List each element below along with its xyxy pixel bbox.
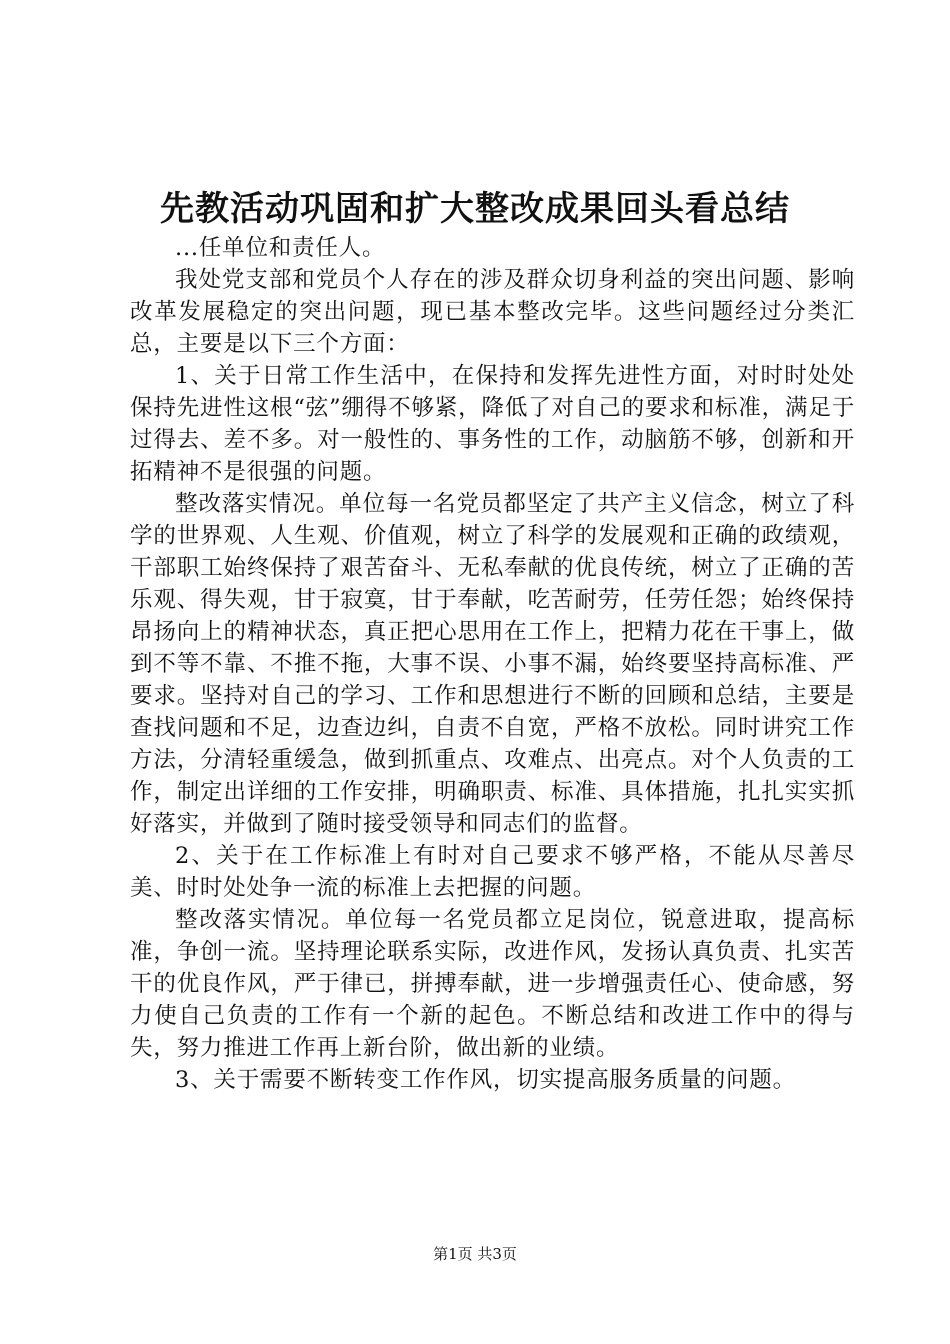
paragraph-issue-3: 3、关于需要不断转变工作作风，切实提高服务质量的问题。 (175, 1067, 796, 1093)
paragraph-rectification-2: 整改落实情况。单位每一名党员都立足岗位，锐意进取，提高标准，争创一流。坚持理论联系实际，改进作风，发扬认真负责、扎实苦干的优良作风，严于律已，拼搏奉献，进一步增强责任心、使命感，努力使自己负责的工作有一个新的起色。不断总结和改进工作中的得与失，努力推进工作再上新台阶，做出新的业绩。 (130, 907, 855, 1061)
document-body (130, 232, 855, 1096)
paragraph-rectification-1: 整改落实情况。单位每一名党员都坚定了共产主义信念，树立了科学的世界观、人生观、价值观，树立了科学的发展观和正确的政绩观，干部职工始终保持了艰苦奋斗、无私奉献的优良传统，树立了正确的苦乐观、得失观，甘于寂寞，甘于奉献，吃苦耐劳，任劳任怨；始终保持昂扬向上的精神状态，真正把心思用在工作上，把精力花在干事上，做到不等不靠、不推不拖，大事不误、小事不漏，始终要坚持高标准、严要求。坚持对自己的学习、工作和思想进行不断的回顾和总结，主要是查找问题和不足，边查边纠，自责不自宽，严格不放松。同时讲究工作方法，分清轻重缓急，做到抓重点、攻难点、出亮点。对个人负责的工作，制定出详细的工作安排，明确职责、标准、具体措施，扎扎实实抓好落实，并做到了随时接受领导和同志们的监督。 (130, 491, 855, 837)
paragraph-issue-2: 2、关于在工作标准上有时对自己要求不够严格，不能从尽善尽美、时时处处争一流的标准上去把握的问题。 (130, 843, 855, 901)
paragraph-issue-1: 1、关于日常工作生活中，在保持和发挥先进性方面，对时时处处保持先进性这根“弦”绷得不够紧，降低了对自己的要求和标准，满足于过得去、差不多。对一般性的、事务性的工作，动脑筋不够，创新和开拓精神不是很强的问题。 (130, 363, 855, 485)
paragraph-intro-fragment: ...任单位和责任人。 (175, 235, 386, 261)
paragraph-overview: 我处党支部和党员个人存在的涉及群众切身利益的突出问题、影响改革发展稳定的突出问题，现已基本整改完毕。这些问题经过分类汇总，主要是以下三个方面： (130, 267, 855, 357)
page-footer: 第1页 共3页 (433, 1245, 517, 1263)
document-title: 先教活动巩固和扩大整改成果回头看总结 (160, 189, 790, 229)
